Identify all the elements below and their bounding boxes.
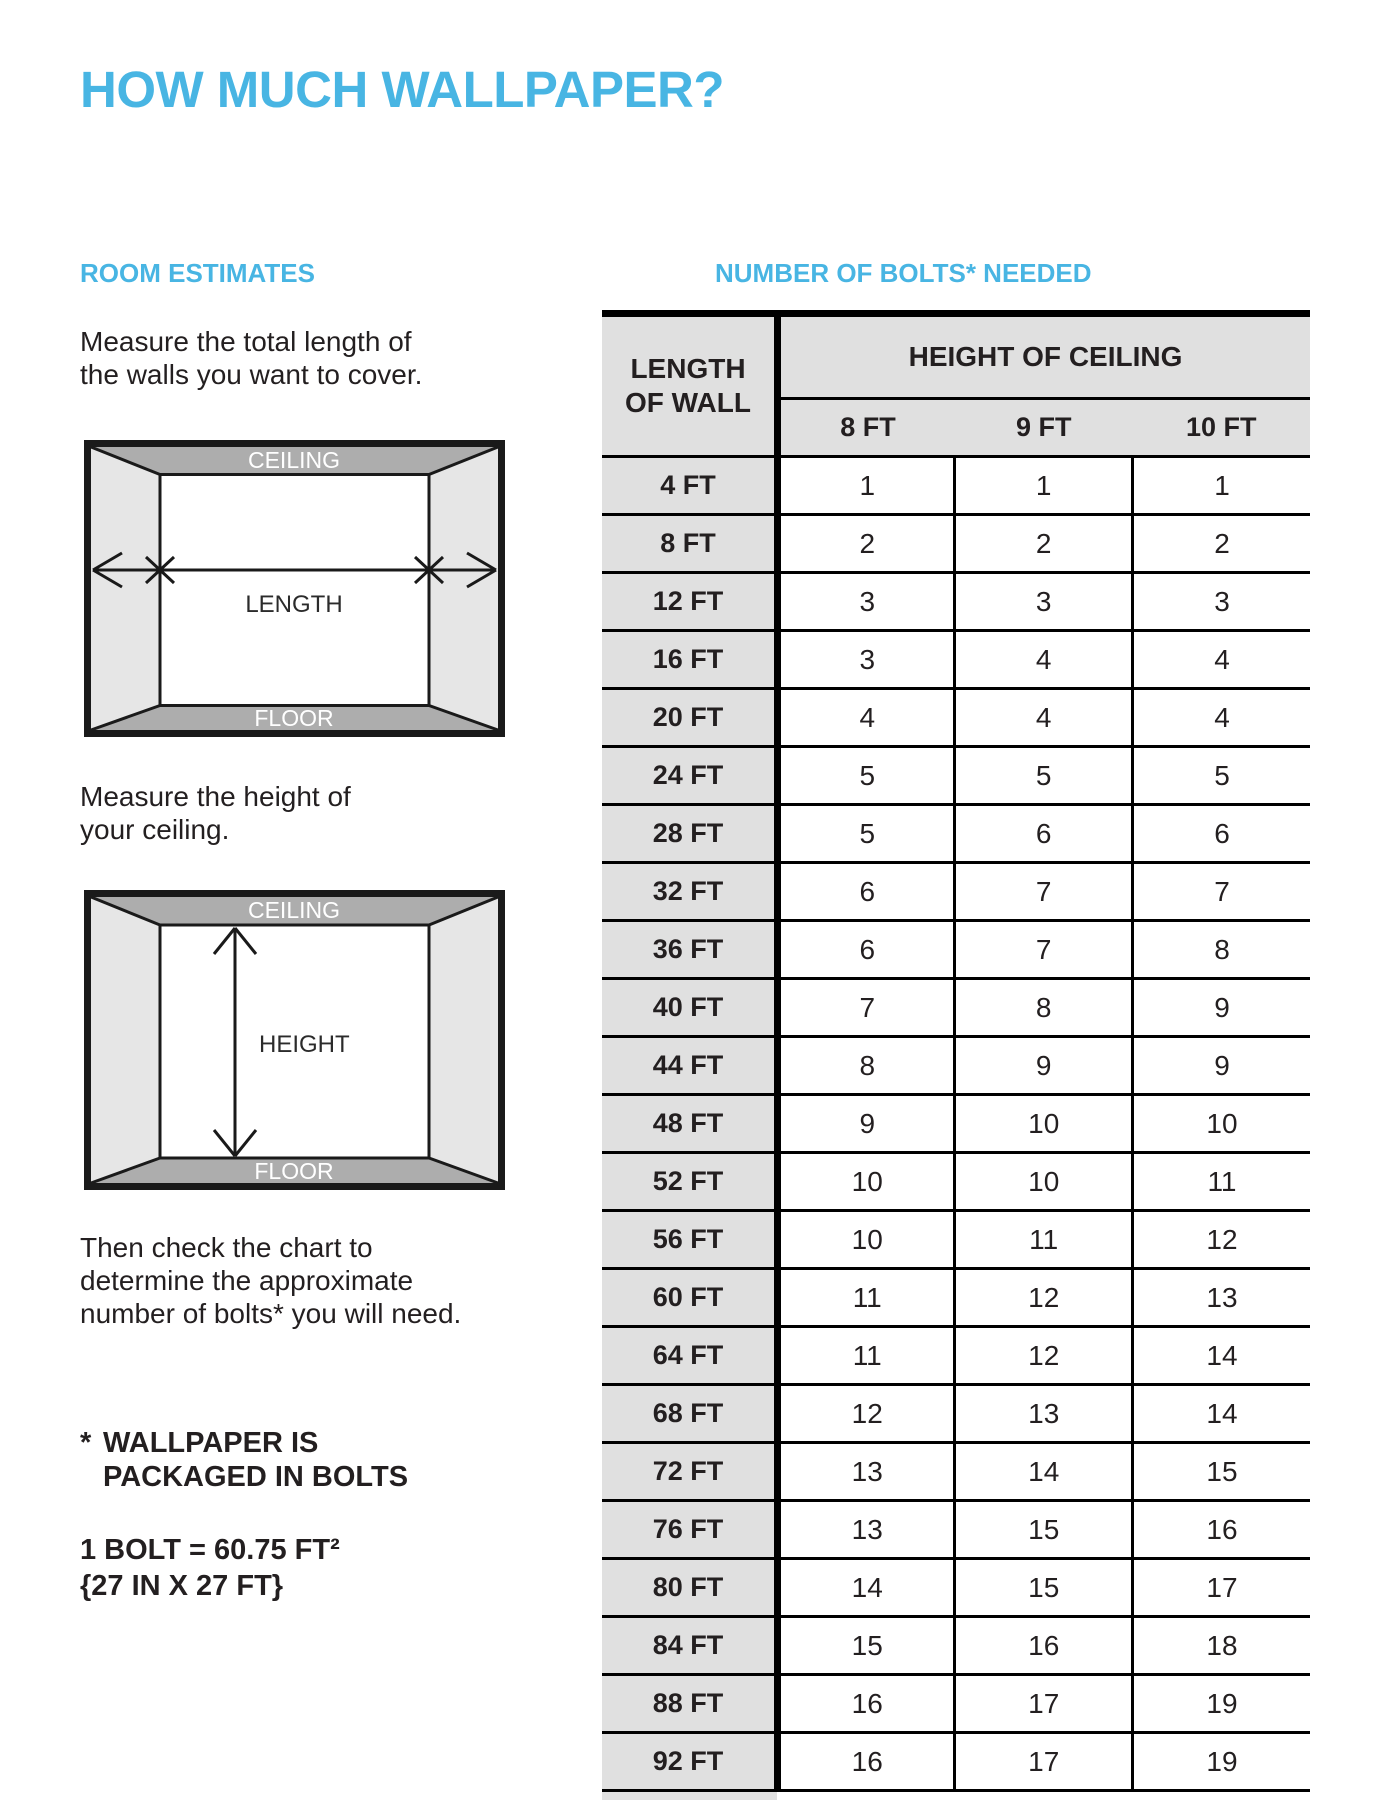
data-cell: 3 [777, 573, 954, 631]
data-cell: 10 [777, 1211, 954, 1269]
data-cell: 2 [1132, 515, 1310, 573]
row-header-cell: 36 FT [602, 921, 777, 979]
ceiling-label: CEILING [247, 897, 341, 923]
data-cell: 4 [777, 689, 954, 747]
table-row [602, 457, 1310, 515]
row-header-cell: 32 FT [602, 863, 777, 921]
data-cell: 10 [955, 1095, 1132, 1153]
table-group-header-row [602, 314, 1310, 399]
row-header-cell: 40 FT [602, 979, 777, 1037]
floor-label: FLOOR [254, 705, 334, 731]
data-cell: 10 [955, 1153, 1132, 1211]
row-header-cell: 80 FT [602, 1559, 777, 1617]
data-cell: 3 [955, 573, 1132, 631]
data-cell: 11 [777, 1269, 954, 1327]
room-height-diagram [84, 890, 505, 1190]
data-cell: 12 [777, 1385, 954, 1443]
data-cell: 9 [1132, 1037, 1310, 1095]
table-row [602, 1733, 1310, 1791]
table-row [602, 1095, 1310, 1153]
row-header-cell: 24 FT [602, 747, 777, 805]
table-row [602, 1385, 1310, 1443]
data-cell: 7 [955, 921, 1132, 979]
data-cell: 18 [1132, 1617, 1310, 1675]
right-wall [429, 447, 498, 730]
table-row [602, 631, 1310, 689]
table-row [602, 1327, 1310, 1385]
data-cell: 15 [1132, 1443, 1310, 1501]
wallpaper-footnote [80, 1426, 408, 1494]
data-cell: 13 [1132, 1269, 1310, 1327]
data-cell: 5 [955, 747, 1132, 805]
data-cell: 2 [777, 515, 954, 573]
data-cell: 10 [1132, 1095, 1310, 1153]
row-header-cell: 4 FT [602, 457, 777, 515]
right-wall [429, 897, 498, 1183]
data-cell: 4 [955, 631, 1132, 689]
data-cell: 12 [955, 1327, 1132, 1385]
left-wall [91, 447, 160, 730]
row-header-cell: 44 FT [602, 1037, 777, 1095]
data-cell: 5 [777, 747, 954, 805]
table-row [602, 1675, 1310, 1733]
data-cell: 13 [777, 1501, 954, 1559]
data-cell: 14 [777, 1559, 954, 1617]
data-cell: 11 [955, 1211, 1132, 1269]
data-cell: 15 [955, 1501, 1132, 1559]
data-cell: 7 [955, 863, 1132, 921]
data-cell: 13 [777, 1443, 954, 1501]
data-cell: 6 [777, 921, 954, 979]
data-cell: 16 [777, 1733, 954, 1791]
data-cell: 1 [1132, 457, 1310, 515]
data-cell: 14 [1132, 1385, 1310, 1443]
row-header-cell: 16 FT [602, 631, 777, 689]
table-row [602, 1153, 1310, 1211]
bolts-table-body [602, 457, 1310, 1791]
row-header-cell: 84 FT [602, 1617, 777, 1675]
data-cell: 14 [1132, 1327, 1310, 1385]
row-header-cell: 8 FT [602, 515, 777, 573]
row-header-cell: 72 FT [602, 1443, 777, 1501]
data-cell: 10 [777, 1153, 954, 1211]
ceiling-label: CEILING [247, 447, 341, 473]
data-cell: 12 [1132, 1211, 1310, 1269]
data-cell: 8 [777, 1037, 954, 1095]
data-cell: 4 [1132, 631, 1310, 689]
table-row [602, 805, 1310, 863]
data-cell: 2 [955, 515, 1132, 573]
data-cell: 6 [955, 805, 1132, 863]
table-row [602, 1211, 1310, 1269]
data-cell: 5 [777, 805, 954, 863]
data-cell: 11 [1132, 1153, 1310, 1211]
data-cell: 3 [777, 631, 954, 689]
table-row [602, 863, 1310, 921]
row-header-cell: 56 FT [602, 1211, 777, 1269]
room-estimates-heading: ROOM ESTIMATES [80, 258, 315, 288]
data-cell: 16 [1132, 1501, 1310, 1559]
row-header-cell: 60 FT [602, 1269, 777, 1327]
data-cell: 9 [1132, 979, 1310, 1037]
data-cell: 11 [777, 1327, 954, 1385]
data-cell: 17 [955, 1675, 1132, 1733]
data-cell: 5 [1132, 747, 1310, 805]
data-cell: 9 [777, 1095, 954, 1153]
data-cell: 17 [955, 1733, 1132, 1791]
row-header-cell: 64 FT [602, 1327, 777, 1385]
bolts-table-container [602, 310, 1310, 1800]
data-cell: 4 [955, 689, 1132, 747]
table-row [602, 747, 1310, 805]
instruction-check-chart: Then check the chart to determine the approximate number of bolts* you will need. [80, 1232, 462, 1329]
row-header-cell: 88 FT [602, 1675, 777, 1733]
table-left-column-overhang [602, 1792, 777, 1800]
data-cell: 15 [955, 1559, 1132, 1617]
data-cell: 9 [955, 1037, 1132, 1095]
table-row [602, 979, 1310, 1037]
room-length-diagram [84, 440, 505, 737]
table-row [602, 1269, 1310, 1327]
bolt-size-info: 1 BOLT = 60.75 FT² {27 IN X 27 FT} [80, 1534, 340, 1602]
bolts-table [602, 310, 1310, 1792]
row-header-cell: 12 FT [602, 573, 777, 631]
bolts-table-heading: NUMBER OF BOLTS* NEEDED [715, 258, 1092, 288]
row-header-cell: 92 FT [602, 1733, 777, 1791]
row-header-cell: 52 FT [602, 1153, 777, 1211]
table-row [602, 921, 1310, 979]
table-row [602, 573, 1310, 631]
row-header-cell: 68 FT [602, 1385, 777, 1443]
data-cell: 8 [1132, 921, 1310, 979]
table-row [602, 1037, 1310, 1095]
table-row [602, 1617, 1310, 1675]
data-cell: 1 [777, 457, 954, 515]
data-cell: 19 [1132, 1733, 1310, 1791]
column-header-8ft: 8 FT [777, 399, 954, 457]
instruction-measure-length: Measure the total length of the walls you want to cover. [80, 326, 423, 390]
data-cell: 8 [955, 979, 1132, 1037]
data-cell: 17 [1132, 1559, 1310, 1617]
data-cell: 6 [777, 863, 954, 921]
instruction-measure-height: Measure the height of your ceiling. [80, 781, 351, 845]
data-cell: 1 [955, 457, 1132, 515]
left-wall [91, 897, 160, 1183]
row-header-cell: 76 FT [602, 1501, 777, 1559]
data-cell: 3 [1132, 573, 1310, 631]
row-header-cell: 20 FT [602, 689, 777, 747]
footnote-text: WALLPAPER IS PACKAGED IN BOLTS [103, 1427, 409, 1493]
footnote-asterisk: * [80, 1427, 92, 1459]
data-cell: 19 [1132, 1675, 1310, 1733]
row-header-cell: 48 FT [602, 1095, 777, 1153]
row-header-cell: 28 FT [602, 805, 777, 863]
height-label: HEIGHT [259, 1031, 350, 1058]
table-row [602, 689, 1310, 747]
data-cell: 14 [955, 1443, 1132, 1501]
table-row [602, 515, 1310, 573]
column-group-header-cell: HEIGHT OF CEILING [777, 314, 1310, 399]
page-title: HOW MUCH WALLPAPER? [80, 61, 724, 118]
back-wall [160, 475, 429, 706]
table-row [602, 1501, 1310, 1559]
row-group-header-cell: LENGTH OF WALL [602, 314, 777, 457]
table-row [602, 1443, 1310, 1501]
data-cell: 13 [955, 1385, 1132, 1443]
data-cell: 16 [955, 1617, 1132, 1675]
floor-label: FLOOR [254, 1158, 334, 1184]
data-cell: 4 [1132, 689, 1310, 747]
column-header-9ft: 9 FT [955, 399, 1132, 457]
column-header-10ft: 10 FT [1132, 399, 1310, 457]
data-cell: 15 [777, 1617, 954, 1675]
length-label: LENGTH [245, 591, 343, 618]
data-cell: 6 [1132, 805, 1310, 863]
table-row [602, 1559, 1310, 1617]
data-cell: 12 [955, 1269, 1132, 1327]
data-cell: 7 [1132, 863, 1310, 921]
data-cell: 16 [777, 1675, 954, 1733]
data-cell: 7 [777, 979, 954, 1037]
